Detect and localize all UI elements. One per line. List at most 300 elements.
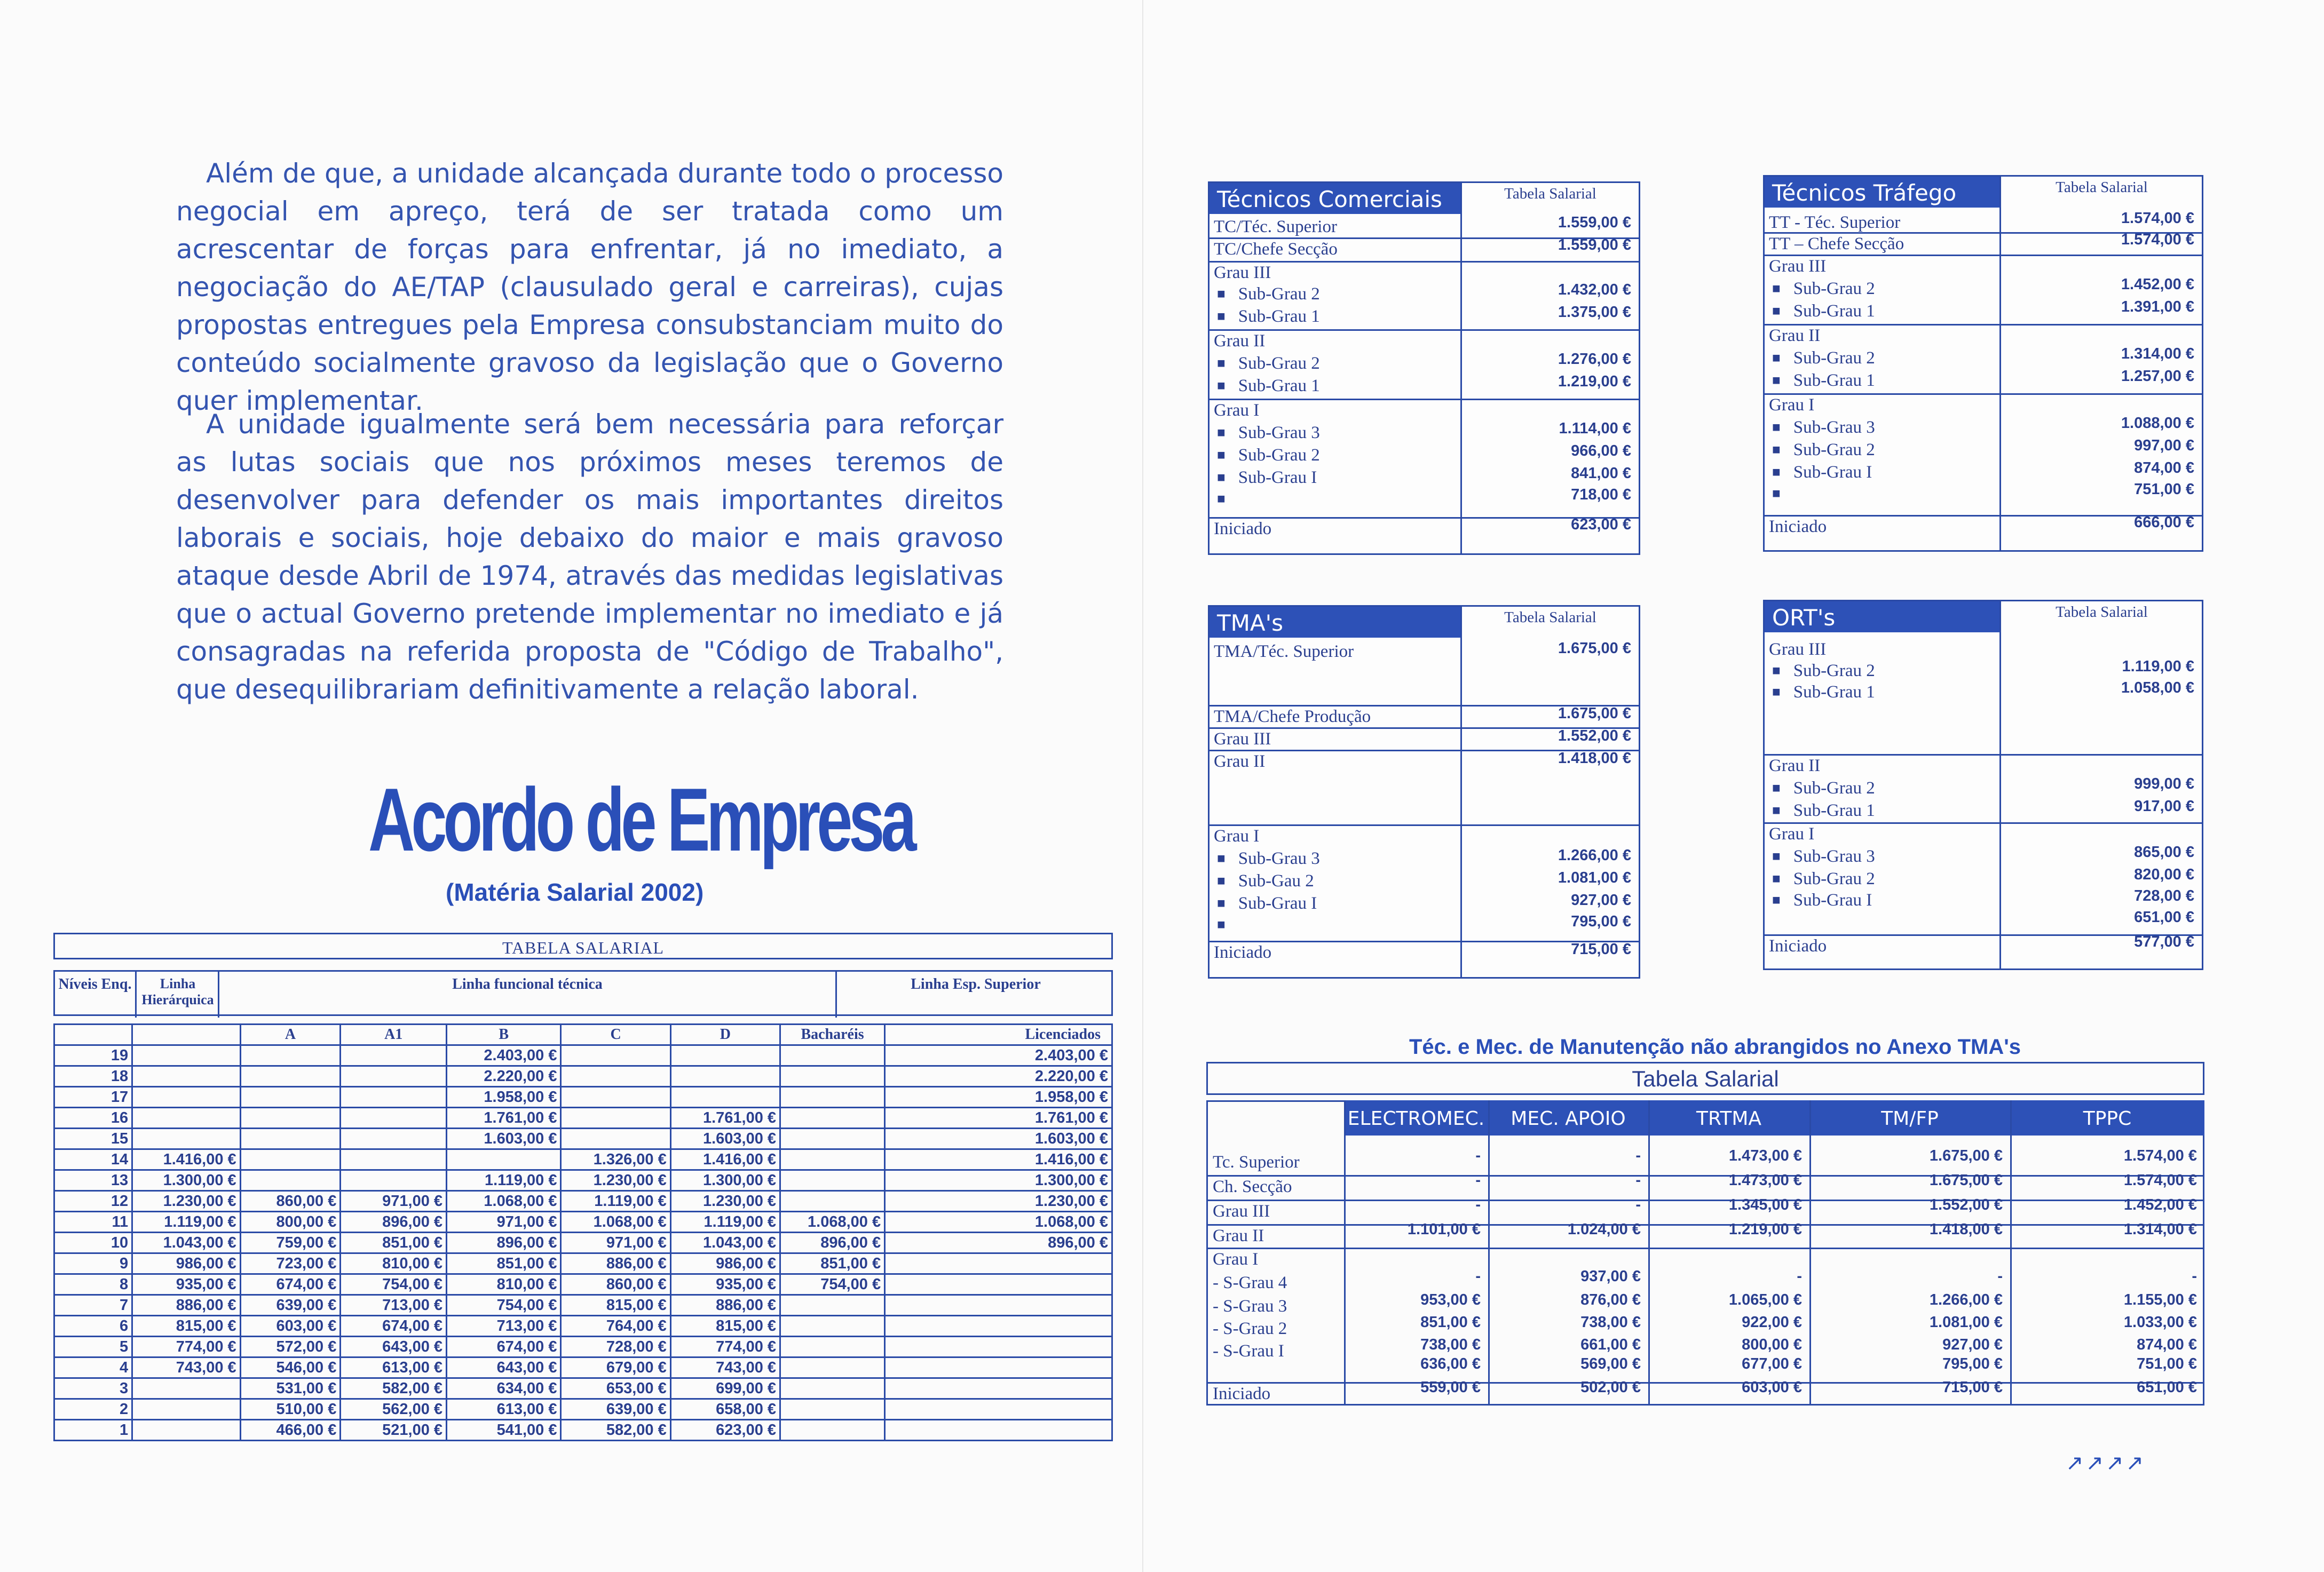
section-header: Técnicos Comerciais — [1210, 183, 1460, 214]
salary-cell: 860,00 € — [561, 1274, 670, 1295]
salary-cell: 1.230,00 € — [132, 1191, 241, 1212]
level-cell: 2 — [54, 1399, 132, 1420]
salary-value: 927,00 € — [1571, 892, 1631, 909]
row-label: ■ Sub-Grau I — [1217, 467, 1317, 489]
table-row — [54, 1274, 1112, 1295]
row-label: Iniciado — [1213, 1384, 1271, 1403]
salary-table-col-header — [54, 1025, 1112, 1045]
salary-value: - — [1797, 1268, 1802, 1285]
salary-value: - — [1635, 1147, 1641, 1164]
row-label: Grau II — [1214, 331, 1266, 351]
row-label: ■ Sub-Grau I — [1772, 890, 1872, 912]
salary-cell — [561, 1087, 670, 1108]
salary-value: 1.155,00 € — [2123, 1291, 2197, 1308]
level-cell: 5 — [54, 1337, 132, 1357]
table-row — [54, 1233, 1112, 1253]
row-label: Grau III — [1769, 640, 1827, 659]
tecnicos-comerciais-table — [1208, 181, 1640, 555]
table-row — [54, 1420, 1112, 1441]
row-label: ■ Sub-Grau 2 — [1217, 444, 1320, 467]
salary-cell: 1.119,00 € — [561, 1191, 670, 1212]
salary-value: 718,00 € — [1571, 486, 1631, 503]
level-cell: 12 — [54, 1191, 132, 1212]
salary-value: 1.552,00 € — [1929, 1196, 2003, 1213]
level-cell: 11 — [54, 1212, 132, 1233]
salary-value: 502,00 € — [1580, 1379, 1641, 1396]
salary-value: - — [1475, 1172, 1481, 1189]
level-cell: 16 — [54, 1108, 132, 1129]
salary-cell: 896,00 € — [885, 1233, 1112, 1253]
salary-cell — [780, 1108, 885, 1129]
row-label: TC/Chefe Secção — [1214, 240, 1338, 259]
salary-cell: 851,00 € — [341, 1233, 447, 1253]
salary-value: 651,00 € — [2134, 909, 2194, 926]
salary-cell — [240, 1149, 341, 1170]
level-cell: 3 — [54, 1378, 132, 1399]
row-label: - S-Grau 4 — [1213, 1273, 1287, 1292]
salary-cell — [780, 1295, 885, 1316]
row-label: Grau III — [1213, 1202, 1270, 1221]
salary-value: 1.375,00 € — [1558, 304, 1631, 321]
salary-value: 738,00 € — [1420, 1336, 1481, 1353]
row-divider — [1765, 393, 2202, 395]
level-cell: 10 — [54, 1233, 132, 1253]
salary-cell: 1.300,00 € — [132, 1170, 241, 1191]
col-header: MEC. APOIO — [1488, 1100, 1648, 1136]
level-cell: 15 — [54, 1129, 132, 1149]
salary-cell — [780, 1399, 885, 1420]
col-d: D — [670, 1025, 780, 1045]
row-label: Grau III — [1214, 263, 1271, 282]
salary-value: 1.314,00 € — [2123, 1221, 2197, 1238]
level-cell: 9 — [54, 1253, 132, 1274]
salary-value: 715,00 € — [1942, 1379, 2003, 1396]
salary-value: 937,00 € — [1580, 1268, 1641, 1285]
row-label: - S-Grau I — [1213, 1341, 1284, 1361]
salary-cell — [885, 1399, 1112, 1420]
salary-cell: 613,00 € — [447, 1399, 561, 1420]
salary-cell: 971,00 € — [561, 1233, 670, 1253]
level-cell: 6 — [54, 1316, 132, 1337]
orts-table — [1763, 600, 2203, 970]
salary-cell: 674,00 € — [341, 1316, 447, 1337]
salary-cell — [561, 1045, 670, 1066]
second-paragraph — [176, 406, 1003, 709]
salary-value: 1.574,00 € — [2121, 210, 2194, 227]
salary-cell: 723,00 € — [240, 1253, 341, 1274]
table-row — [54, 1108, 1112, 1129]
salary-cell — [132, 1378, 241, 1399]
salary-value: 1.266,00 € — [1929, 1291, 2003, 1308]
row-label: Ch. Secção — [1213, 1177, 1292, 1196]
salary-cell — [240, 1170, 341, 1191]
row-label: Iniciado — [1214, 943, 1272, 962]
row-label: ■ Sub-Grau 1 — [1772, 681, 1875, 704]
salary-cell: 582,00 € — [341, 1378, 447, 1399]
row-label: ■ Sub-Grau 2 — [1217, 283, 1320, 306]
salary-value: 661,00 € — [1580, 1336, 1641, 1353]
salary-value: 1.675,00 € — [1929, 1147, 2003, 1164]
salary-cell — [780, 1316, 885, 1337]
blank-header — [54, 1025, 132, 1045]
salary-value: 1.552,00 € — [1558, 727, 1631, 744]
salary-cell: 613,00 € — [341, 1357, 447, 1378]
row-label: ■ Sub-Grau 1 — [1217, 306, 1320, 328]
tabela-salarial-label: Tabela Salarial — [1460, 607, 1639, 638]
table-row — [54, 1129, 1112, 1149]
row-label: Grau I — [1214, 827, 1260, 846]
row-label: ■ Sub-Grau 3 — [1217, 422, 1320, 444]
salary-value: 874,00 € — [2134, 459, 2194, 477]
level-cell: 18 — [54, 1066, 132, 1087]
maintenance-title: Téc. e Mec. de Manutenção não abrangidos no Anexo TMA's — [1409, 1035, 2021, 1059]
salary-cell: 546,00 € — [240, 1357, 341, 1378]
salary-cell: 754,00 € — [780, 1274, 885, 1295]
salary-value: 865,00 € — [2134, 844, 2194, 861]
row-label: Grau I — [1769, 395, 1815, 415]
salary-value: 1.675,00 € — [1558, 705, 1631, 722]
salary-cell: 2.403,00 € — [885, 1045, 1112, 1066]
salary-cell — [780, 1378, 885, 1399]
salary-value: 820,00 € — [2134, 866, 2194, 883]
row-label: Iniciado — [1769, 517, 1827, 536]
salary-value: 1.088,00 € — [2121, 415, 2194, 432]
salary-table — [53, 1023, 1113, 1441]
salary-cell: 713,00 € — [341, 1295, 447, 1316]
row-label: TT – Chefe Secção — [1769, 234, 1904, 253]
salary-cell — [341, 1108, 447, 1129]
section-header: Técnicos Tráfego — [1765, 177, 1999, 208]
salary-cell: 896,00 € — [341, 1212, 447, 1233]
salary-value: 1.432,00 € — [1558, 281, 1631, 298]
table-row — [54, 1316, 1112, 1337]
col-header: ELECTROMEC. — [1344, 1100, 1488, 1136]
row-divider — [1765, 255, 2202, 256]
level-cell: 14 — [54, 1149, 132, 1170]
page-fold — [1142, 0, 1143, 1572]
salary-cell: 1.119,00 € — [670, 1212, 780, 1233]
salary-cell: 713,00 € — [447, 1316, 561, 1337]
salary-cell — [780, 1191, 885, 1212]
row-label: ■ Sub-Grau 3 — [1217, 848, 1320, 870]
salary-value: 851,00 € — [1420, 1314, 1481, 1331]
salary-value: 1.276,00 € — [1558, 351, 1631, 368]
row-label: ■ Sub-Grau 2 — [1772, 777, 1875, 800]
maintenance-subtitle: Tabela Salarial — [1206, 1062, 2204, 1095]
salary-value: 738,00 € — [1580, 1314, 1641, 1331]
salary-value: 1.675,00 € — [1558, 640, 1631, 657]
salary-cell: 971,00 € — [447, 1212, 561, 1233]
salary-cell: 743,00 € — [670, 1357, 780, 1378]
salary-value: 603,00 € — [1742, 1379, 1802, 1396]
row-label: ■ Sub-Grau 1 — [1772, 370, 1875, 392]
row-label: Grau II — [1214, 752, 1266, 771]
salary-cell: 759,00 € — [240, 1233, 341, 1253]
row-label: Grau II — [1769, 326, 1821, 345]
salary-cell: 1.416,00 € — [670, 1149, 780, 1170]
row-label — [1217, 914, 1238, 936]
row-label: TMA/Chefe Produção — [1214, 707, 1371, 726]
salary-cell: 643,00 € — [447, 1357, 561, 1378]
salary-cell: 2.220,00 € — [885, 1066, 1112, 1087]
divider — [1999, 601, 2001, 968]
table-row — [54, 1087, 1112, 1108]
salary-cell: 774,00 € — [132, 1337, 241, 1357]
document-subtitle: (Matéria Salarial 2002) — [446, 878, 704, 906]
table-row — [54, 1045, 1112, 1066]
row-label: ■ Sub-Gau 2 — [1217, 870, 1314, 893]
tecnicos-trafego-table — [1763, 175, 2203, 552]
row-label: Grau III — [1769, 257, 1827, 276]
salary-cell: 815,00 € — [132, 1316, 241, 1337]
salary-cell: 643,00 € — [341, 1337, 447, 1357]
salary-value: 1.257,00 € — [2121, 368, 2194, 385]
salary-cell: 896,00 € — [780, 1233, 885, 1253]
salary-cell — [885, 1378, 1112, 1399]
salary-cell — [780, 1337, 885, 1357]
salary-value: 636,00 € — [1420, 1355, 1481, 1372]
level-cell: 19 — [54, 1045, 132, 1066]
divider — [1460, 607, 1462, 977]
salary-value: 1.345,00 € — [1728, 1196, 1802, 1213]
salary-cell — [240, 1066, 341, 1087]
salary-cell — [885, 1316, 1112, 1337]
row-label: TC/Téc. Superior — [1214, 217, 1337, 236]
salary-value: 1.473,00 € — [1728, 1172, 1802, 1189]
salary-cell — [240, 1108, 341, 1129]
level-cell: 13 — [54, 1170, 132, 1191]
tabela-salarial-label: Tabela Salarial — [1999, 601, 2202, 632]
salary-cell: 521,00 € — [341, 1420, 447, 1441]
salary-value: 1.081,00 € — [1929, 1314, 2003, 1331]
salary-cell: 896,00 € — [447, 1233, 561, 1253]
salary-cell: 1.761,00 € — [447, 1108, 561, 1129]
salary-cell: 1.326,00 € — [561, 1149, 670, 1170]
row-label: TT - Téc. Superior — [1769, 213, 1901, 232]
table-row — [54, 1149, 1112, 1170]
salary-cell — [132, 1129, 241, 1149]
salary-value: 1.065,00 € — [1728, 1291, 1802, 1308]
salary-cell: 971,00 € — [341, 1191, 447, 1212]
salary-cell: 1.603,00 € — [447, 1129, 561, 1149]
row-label: Grau I — [1213, 1250, 1259, 1269]
salary-value: 841,00 € — [1571, 465, 1631, 482]
level-cell: 7 — [54, 1295, 132, 1316]
salary-cell: 639,00 € — [240, 1295, 341, 1316]
blank-header — [132, 1025, 241, 1045]
table-row — [54, 1066, 1112, 1087]
salary-cell: 572,00 € — [240, 1337, 341, 1357]
row-label: ■ Sub-Grau 2 — [1772, 660, 1875, 682]
row-label: - S-Grau 3 — [1213, 1297, 1287, 1316]
col-linha-funcional: Linha funcional técnica — [452, 976, 603, 993]
salary-cell: 531,00 € — [240, 1378, 341, 1399]
salary-value: 1.574,00 € — [2123, 1147, 2197, 1164]
row-label: Grau I — [1214, 401, 1260, 420]
salary-value: 1.452,00 € — [2123, 1196, 2197, 1213]
salary-value: 917,00 € — [2134, 798, 2194, 815]
level-cell: 8 — [54, 1274, 132, 1295]
col-header: TRTMA — [1648, 1100, 1809, 1136]
salary-cell — [240, 1045, 341, 1066]
salary-value: 874,00 € — [2137, 1336, 2197, 1353]
salary-value: 927,00 € — [1942, 1336, 2003, 1353]
salary-value: 1.452,00 € — [2121, 276, 2194, 293]
salary-cell: 1.068,00 € — [561, 1212, 670, 1233]
salary-cell — [780, 1357, 885, 1378]
salary-value: 1.559,00 € — [1558, 236, 1631, 253]
salary-cell — [670, 1087, 780, 1108]
salary-cell: 658,00 € — [670, 1399, 780, 1420]
salary-cell: 582,00 € — [561, 1420, 670, 1441]
salary-value: 577,00 € — [2134, 933, 2194, 950]
footer-arrows: ↗↗↗↗ — [2066, 1451, 2146, 1475]
row-label: TMA/Téc. Superior — [1214, 642, 1354, 661]
salary-value: - — [2192, 1268, 2197, 1285]
row-label: Tc. Superior — [1213, 1153, 1300, 1172]
salary-value: 666,00 € — [2134, 514, 2194, 531]
salary-cell: 1.119,00 € — [132, 1212, 241, 1233]
salary-value: 1.418,00 € — [1929, 1221, 2003, 1238]
row-divider — [1765, 754, 2202, 756]
salary-cell: 1.958,00 € — [885, 1087, 1112, 1108]
salary-cell: 634,00 € — [447, 1378, 561, 1399]
salary-cell: 851,00 € — [780, 1253, 885, 1274]
row-label: - S-Grau 2 — [1213, 1319, 1287, 1338]
salary-value: 728,00 € — [2134, 887, 2194, 904]
table-row — [54, 1295, 1112, 1316]
salary-cell — [561, 1129, 670, 1149]
salary-value: 1.574,00 € — [2121, 231, 2194, 248]
salary-cell: 639,00 € — [561, 1399, 670, 1420]
tmas-table — [1208, 605, 1640, 979]
salary-cell: 764,00 € — [561, 1316, 670, 1337]
salary-cell — [132, 1045, 241, 1066]
salary-cell — [341, 1087, 447, 1108]
row-label: ■ Sub-Grau I — [1772, 462, 1872, 484]
section-header: TMA's — [1210, 607, 1460, 638]
row-label: ■ Sub-Grau 1 — [1217, 375, 1320, 398]
salary-cell — [885, 1357, 1112, 1378]
salary-value: 997,00 € — [2134, 437, 2194, 454]
salary-cell — [780, 1129, 885, 1149]
salary-cell: 466,00 € — [240, 1420, 341, 1441]
salary-cell: 1.068,00 € — [780, 1212, 885, 1233]
col-header: TPPC — [2010, 1100, 2204, 1136]
salary-cell — [780, 1045, 885, 1066]
salary-value: 922,00 € — [1742, 1314, 1802, 1331]
table-row — [54, 1170, 1112, 1191]
salary-cell — [132, 1108, 241, 1129]
salary-cell: 1.761,00 € — [670, 1108, 780, 1129]
salary-value: 1.081,00 € — [1558, 869, 1631, 886]
salary-cell: 1.068,00 € — [885, 1212, 1112, 1233]
salary-value: - — [1635, 1172, 1641, 1189]
salary-cell — [447, 1149, 561, 1170]
salary-cell: 935,00 € — [132, 1274, 241, 1295]
salary-value: 1.473,00 € — [1728, 1147, 1802, 1164]
salary-value: 569,00 € — [1580, 1355, 1641, 1372]
salary-cell: 1.603,00 € — [885, 1129, 1112, 1149]
salary-value: 1.391,00 € — [2121, 298, 2194, 315]
tabela-salarial-label: Tabela Salarial — [1999, 177, 2202, 208]
row-label: ■ Sub-Grau I — [1217, 893, 1317, 915]
salary-cell: 935,00 € — [670, 1274, 780, 1295]
salary-value: 623,00 € — [1571, 516, 1631, 533]
salary-cell: 1.416,00 € — [885, 1149, 1112, 1170]
divider — [135, 972, 137, 1018]
row-divider — [1210, 329, 1639, 331]
salary-value: 953,00 € — [1420, 1291, 1481, 1308]
row-label: ■ Sub-Grau 3 — [1772, 417, 1875, 439]
salary-cell: 562,00 € — [341, 1399, 447, 1420]
table-row — [54, 1253, 1112, 1274]
salary-value: 651,00 € — [2137, 1379, 2197, 1396]
tabela-salarial-label: Tabela Salarial — [1460, 183, 1639, 214]
salary-value: 751,00 € — [2137, 1355, 2197, 1372]
level-cell: 17 — [54, 1087, 132, 1108]
salary-cell: 860,00 € — [240, 1191, 341, 1212]
salary-table-title: TABELA SALARIAL — [53, 933, 1113, 959]
salary-cell: 674,00 € — [447, 1337, 561, 1357]
salary-cell — [341, 1066, 447, 1087]
col-a1: A1 — [341, 1025, 447, 1045]
salary-cell: 2.403,00 € — [447, 1045, 561, 1066]
salary-cell — [341, 1129, 447, 1149]
col-bachareis: Bacharéis — [780, 1025, 885, 1045]
salary-cell — [670, 1066, 780, 1087]
row-label: ■ Sub-Grau 3 — [1772, 846, 1875, 868]
table-row — [54, 1357, 1112, 1378]
salary-value: 715,00 € — [1571, 941, 1631, 958]
row-label: ■ Sub-Grau 2 — [1772, 347, 1875, 370]
row-label: ■ Sub-Grau 2 — [1772, 278, 1875, 300]
salary-value: - — [1475, 1268, 1481, 1285]
salary-cell — [885, 1420, 1112, 1441]
salary-value: 1.058,00 € — [2121, 679, 2194, 696]
row-label: ■ Sub-Grau 2 — [1772, 868, 1875, 891]
table-row — [54, 1337, 1112, 1357]
row-label — [1217, 488, 1238, 511]
salary-cell: 674,00 € — [240, 1274, 341, 1295]
salary-cell — [561, 1108, 670, 1129]
salary-cell: 886,00 € — [132, 1295, 241, 1316]
row-label — [1772, 483, 1793, 505]
salary-cell — [132, 1420, 241, 1441]
salary-cell: 886,00 € — [561, 1253, 670, 1274]
row-label: Grau II — [1769, 756, 1821, 775]
salary-cell: 541,00 € — [447, 1420, 561, 1441]
table-row — [54, 1212, 1112, 1233]
salary-cell: 815,00 € — [561, 1295, 670, 1316]
salary-value: - — [1475, 1147, 1481, 1164]
salary-cell — [341, 1149, 447, 1170]
level-cell: 4 — [54, 1357, 132, 1378]
col-b: B — [447, 1025, 561, 1045]
salary-value: 999,00 € — [2134, 775, 2194, 792]
salary-value: 795,00 € — [1571, 913, 1631, 930]
salary-value: - — [1997, 1268, 2003, 1285]
salary-cell: 653,00 € — [561, 1378, 670, 1399]
salary-cell — [780, 1170, 885, 1191]
col-linha-esp: Linha Esp. Superior — [911, 976, 1041, 993]
salary-value: 1.675,00 € — [1929, 1172, 2003, 1189]
salary-cell — [885, 1337, 1112, 1357]
col-linha-hierarquica: Linha Hierárquica — [141, 976, 214, 1007]
salary-cell: 800,00 € — [240, 1212, 341, 1233]
salary-cell: 810,00 € — [447, 1274, 561, 1295]
col-licenciados: Licenciados — [885, 1025, 1112, 1045]
